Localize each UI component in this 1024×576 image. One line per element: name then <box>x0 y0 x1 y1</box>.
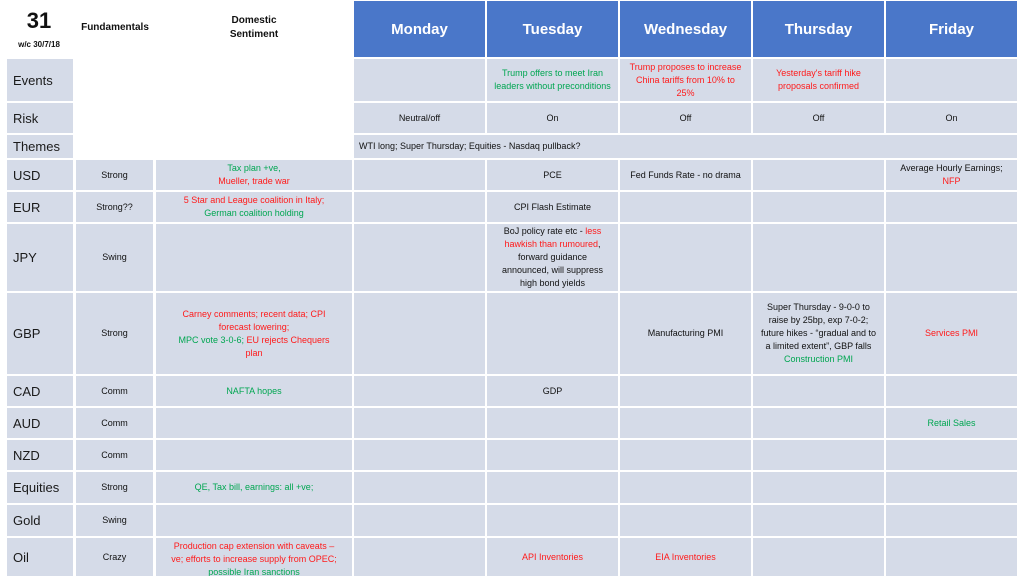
oil-wednesday-cell: EIA Inventories <box>620 538 751 576</box>
usd-tuesday-cell: PCE <box>487 160 618 190</box>
row-label-gold: Gold <box>7 505 73 536</box>
day-header-monday: Monday <box>354 1 485 57</box>
eur-tuesday-cell: CPI Flash Estimate <box>487 192 618 222</box>
cad-friday-cell <box>886 376 1017 406</box>
gold-thursday-cell <box>753 505 884 536</box>
jpy-fundamentals-cell: Swing <box>76 224 153 291</box>
jpy-tuesday-cell: BoJ policy rate etc - less hawkish than rumoured, forward guidance announced, will suppress high bond yields <box>487 224 618 291</box>
usd-friday-cell: Average Hourly Earnings; NFP <box>886 160 1017 190</box>
usd-wednesday-cell: Fed Funds Rate - no drama <box>620 160 751 190</box>
aud-thursday-cell <box>753 408 884 438</box>
row-label-themes: Themes <box>7 135 73 158</box>
events-tuesday-cell: Trump offers to meet Iran leaders without preconditions <box>487 59 618 101</box>
day-header-wednesday: Wednesday <box>620 1 751 57</box>
jpy-friday-cell <box>886 224 1017 291</box>
events-wednesday-cell: Trump proposes to increase China tariffs from 10% to 25% <box>620 59 751 101</box>
jpy-thursday-cell <box>753 224 884 291</box>
oil-sentiment-cell: Production cap extension with caveats –ve; efforts to increase supply from OPEC; possible Iran sanctions <box>156 538 352 576</box>
week-number: 31 <box>26 8 52 33</box>
equities-tuesday-cell <box>487 472 618 503</box>
equities-friday-cell <box>886 472 1017 503</box>
eur-friday-cell <box>886 192 1017 222</box>
gold-sentiment-cell <box>156 505 352 536</box>
gold-tuesday-cell <box>487 505 618 536</box>
usd-monday-cell <box>354 160 485 190</box>
row-label-cad: CAD <box>7 376 73 406</box>
jpy-wednesday-cell <box>620 224 751 291</box>
equities-thursday-cell <box>753 472 884 503</box>
jpy-sentiment-cell <box>156 224 352 291</box>
eur-thursday-cell <box>753 192 884 222</box>
gbp-wednesday-cell: Manufacturing PMI <box>620 293 751 374</box>
events-monday-cell <box>354 59 485 101</box>
oil-fundamentals-cell: Crazy <box>76 538 153 576</box>
fundamentals-column-header: Fundamentals <box>81 22 149 33</box>
events-friday-cell <box>886 59 1017 101</box>
risk-friday-cell: On <box>886 103 1017 133</box>
risk-tuesday-cell: On <box>487 103 618 133</box>
nzd-tuesday-cell <box>487 440 618 470</box>
cad-thursday-cell <box>753 376 884 406</box>
nzd-friday-cell <box>886 440 1017 470</box>
gold-monday-cell <box>354 505 485 536</box>
cad-tuesday-cell: GDP <box>487 376 618 406</box>
eur-monday-cell <box>354 192 485 222</box>
gbp-thursday-cell: Super Thursday - 9-0-0 to raise by 25bp, exp 7-0-2; future hikes - “gradual and to a limited extent”, GBP falls Construction PMI <box>753 293 884 374</box>
gbp-sentiment-cell: Carney comments; recent data; CPI forecast lowering; MPC vote 3-0-6; EU rejects Chequers plan <box>156 293 352 374</box>
gbp-fundamentals-cell: Strong <box>76 293 153 374</box>
aud-friday-cell: Retail Sales <box>886 408 1017 438</box>
eur-wednesday-cell <box>620 192 751 222</box>
week-of-date: w/c 30/7/18 <box>18 40 60 49</box>
oil-monday-cell <box>354 538 485 576</box>
aud-fundamentals-cell: Comm <box>76 408 153 438</box>
equities-sentiment-cell: QE, Tax bill, earnings: all +ve; <box>156 472 352 503</box>
aud-wednesday-cell <box>620 408 751 438</box>
sentiment-column-header: Domestic Sentiment <box>229 15 279 40</box>
risk-monday-cell: Neutral/off <box>354 103 485 133</box>
aud-monday-cell <box>354 408 485 438</box>
gold-wednesday-cell <box>620 505 751 536</box>
day-header-thursday: Thursday <box>753 1 884 57</box>
row-label-nzd: NZD <box>7 440 73 470</box>
row-label-usd: USD <box>7 160 73 190</box>
nzd-sentiment-cell <box>156 440 352 470</box>
gbp-friday-cell: Services PMI <box>886 293 1017 374</box>
row-label-gbp: GBP <box>7 293 73 374</box>
nzd-fundamentals-cell: Comm <box>76 440 153 470</box>
nzd-thursday-cell <box>753 440 884 470</box>
row-label-jpy: JPY <box>7 224 73 291</box>
jpy-monday-cell <box>354 224 485 291</box>
equities-wednesday-cell <box>620 472 751 503</box>
eur-sentiment-cell: 5 Star and League coalition in Italy; German coalition holding <box>156 192 352 222</box>
equities-fundamentals-cell: Strong <box>76 472 153 503</box>
usd-sentiment-cell: Tax plan +ve, Mueller, trade war <box>156 160 352 190</box>
day-header-friday: Friday <box>886 1 1017 57</box>
usd-thursday-cell <box>753 160 884 190</box>
eur-fundamentals-cell: Strong?? <box>76 192 153 222</box>
nzd-wednesday-cell <box>620 440 751 470</box>
row-label-oil: Oil <box>7 538 73 576</box>
oil-thursday-cell <box>753 538 884 576</box>
oil-friday-cell <box>886 538 1017 576</box>
themes-cell: WTI long; Super Thursday; Equities - Nasdaq pullback? <box>354 135 1017 158</box>
events-thursday-cell: Yesterday's tariff hike proposals confirmed <box>753 59 884 101</box>
row-label-events: Events <box>7 59 73 101</box>
nzd-monday-cell <box>354 440 485 470</box>
aud-tuesday-cell <box>487 408 618 438</box>
cad-sentiment-cell: NAFTA hopes <box>156 376 352 406</box>
gold-friday-cell <box>886 505 1017 536</box>
cad-monday-cell <box>354 376 485 406</box>
gbp-tuesday-cell <box>487 293 618 374</box>
row-label-eur: EUR <box>7 192 73 222</box>
risk-wednesday-cell: Off <box>620 103 751 133</box>
equities-monday-cell <box>354 472 485 503</box>
cad-wednesday-cell <box>620 376 751 406</box>
gbp-monday-cell <box>354 293 485 374</box>
row-label-risk: Risk <box>7 103 73 133</box>
row-label-equities: Equities <box>7 472 73 503</box>
oil-tuesday-cell: API Inventories <box>487 538 618 576</box>
row-label-aud: AUD <box>7 408 73 438</box>
day-header-tuesday: Tuesday <box>487 1 618 57</box>
gold-fundamentals-cell: Swing <box>76 505 153 536</box>
usd-fundamentals-cell: Strong <box>76 160 153 190</box>
cad-fundamentals-cell: Comm <box>76 376 153 406</box>
aud-sentiment-cell <box>156 408 352 438</box>
risk-thursday-cell: Off <box>753 103 884 133</box>
